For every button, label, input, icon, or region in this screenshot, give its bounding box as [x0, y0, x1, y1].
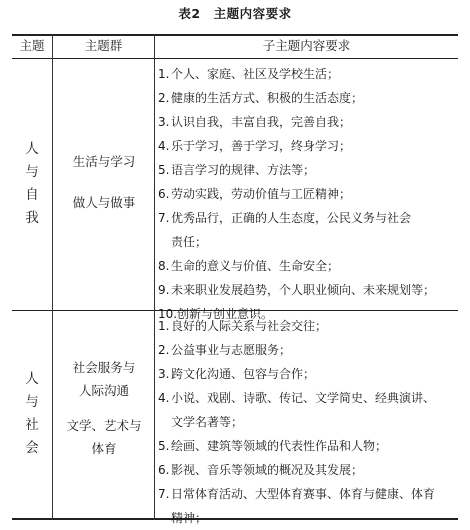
header-sub-theme-content: 子主题内容要求: [262, 38, 351, 53]
list-item: 4. 小说、戏剧、诗歌、传记、文学简史、经典演讲、 文学名著等；: [158, 391, 436, 429]
list-item: 6. 劳动实践，劳动价值与工匠精神；: [158, 187, 352, 201]
theme-society: 人 与 社 会: [25, 371, 39, 456]
table-caption: 表2 主题内容要求: [178, 6, 292, 21]
list-item: 3. 认识自我，丰富自我，完善自我；: [158, 115, 352, 129]
list-item: 7. 优秀品行，正确的人生态度，公民义务与社会 责任；: [158, 211, 412, 249]
list-item: 9. 未来职业发展趋势，个人职业倾向、未来规划等；: [158, 283, 436, 297]
list-item: 4. 乐于学习，善于学习，终身学习；: [158, 139, 352, 153]
list-item: 10. 创新与创业意识。: [158, 307, 274, 321]
theme-group-society: 社会服务与 人际沟通 文学、艺术与 体育: [66, 360, 142, 456]
list-item: 1. 个人、家庭、社区及学校生活；: [158, 67, 340, 81]
list-item: 8. 生命的意义与价值、生命安全；: [158, 259, 340, 273]
list-item: 3. 跨文化沟通、包容与合作；: [158, 367, 316, 381]
list-item: 5. 语言学习的规律、方法等；: [158, 163, 316, 177]
theme-group-self: 生活与学习 做人与做事: [72, 154, 136, 210]
header-theme-group: 主题群: [84, 38, 123, 53]
list-item: 5. 绘画、建筑等领域的代表性作品和人物；: [158, 439, 388, 453]
list-item: 7. 日常体育活动、大型体育赛事、体育与健康、体育 精神；: [158, 487, 436, 525]
sub-theme-list-self: [158, 62, 450, 326]
sub-theme-list-society: [158, 314, 450, 530]
list-item: 2. 公益事业与志愿服务；: [158, 343, 292, 357]
list-item: 6. 影视、音乐等领域的概况及其发展；: [158, 463, 364, 477]
theme-self: 人 与 自 我: [25, 141, 39, 226]
header-theme: 主题: [19, 38, 45, 53]
list-item: 1. 良好的人际关系与社会交往；: [158, 319, 328, 333]
header-rule: [12, 58, 458, 59]
list-item: 2. 健康的生活方式、积极的生活态度；: [158, 91, 364, 105]
